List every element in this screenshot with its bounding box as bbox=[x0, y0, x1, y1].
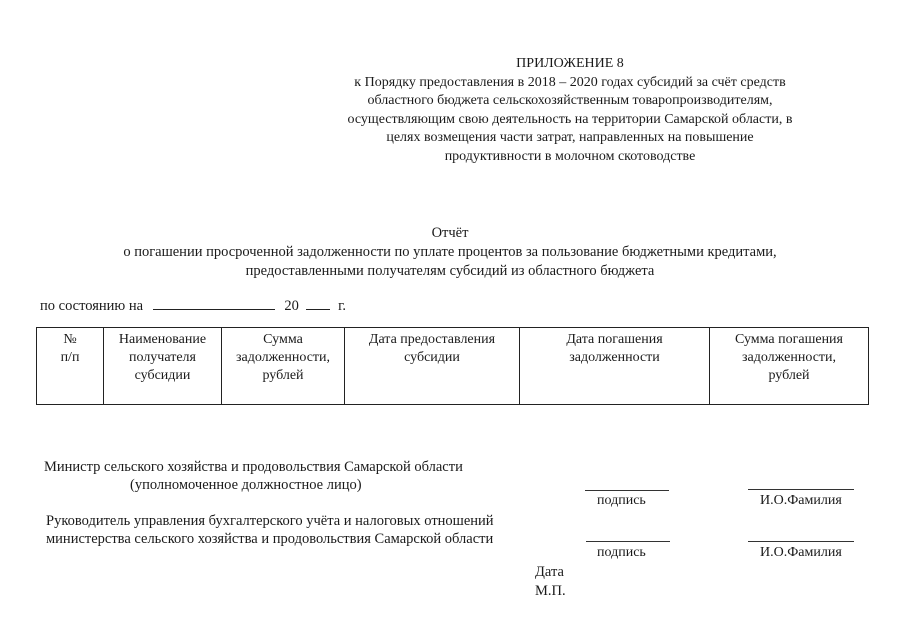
appendix-title: ПРИЛОЖЕНИЕ 8 bbox=[516, 56, 624, 71]
head-title-line-1: Руководитель управления бухгалтерского учёта и налоговых отношений bbox=[46, 513, 494, 529]
header-repayment-amount: Сумма погашения задолженности, рублей bbox=[710, 328, 869, 405]
head-of-accounting-title bbox=[46, 512, 494, 548]
header-debt-amount: Сумма задолженности, рублей bbox=[222, 328, 345, 405]
date-label: Дата bbox=[535, 564, 564, 580]
date-and-seal bbox=[535, 563, 566, 601]
minister-title-line-1: Министр сельского хозяйства и продовольствия Самарской области bbox=[44, 459, 463, 475]
minister-title-line-2: (уполномоченное должностное лицо) bbox=[130, 477, 362, 493]
header-number: № п/п bbox=[37, 328, 104, 405]
head-signature-label: подпись bbox=[597, 545, 646, 560]
report-table bbox=[36, 327, 869, 405]
appendix-line-2: областного бюджета сельскохозяйственным товаропроизводителям, bbox=[367, 93, 773, 108]
appendix-line-1: к Порядку предоставления в 2018 – 2020 годах субсидий за счёт средств bbox=[354, 74, 786, 90]
head-title-line-2: министерства сельского хозяйства и продовольствия Самарской области bbox=[46, 531, 494, 547]
minister-signature-line[interactable] bbox=[585, 490, 669, 491]
header-recipient-name: Наименование получателя субсидии bbox=[104, 328, 222, 405]
appendix-line-3: осуществляющим свою деятельность на территории Самарской области, в bbox=[347, 111, 793, 127]
minister-name-line[interactable] bbox=[748, 489, 854, 490]
header-repayment-date: Дата погашения задолженности bbox=[520, 328, 710, 405]
year-blank-field[interactable] bbox=[306, 297, 330, 310]
header-subsidy-date: Дата предоставления субсидии bbox=[345, 328, 520, 405]
report-heading bbox=[40, 224, 860, 281]
minister-name-label: И.О.Фамилия bbox=[760, 493, 842, 508]
report-title: Отчёт bbox=[431, 225, 469, 241]
year-suffix: г. bbox=[338, 298, 347, 314]
minister-signature-label: подпись bbox=[597, 493, 646, 508]
as-of-date-line bbox=[40, 297, 346, 315]
date-blank-field[interactable] bbox=[153, 297, 275, 310]
appendix-line-5: продуктивности в молочном скотоводстве bbox=[444, 148, 696, 164]
head-name-line[interactable] bbox=[748, 541, 854, 542]
as-of-prefix: по состоянию на bbox=[40, 298, 144, 314]
seal-label: М.П. bbox=[535, 583, 566, 599]
head-signature-line[interactable] bbox=[586, 541, 670, 542]
head-name-label: И.О.Фамилия bbox=[760, 545, 842, 560]
table-header-row bbox=[37, 328, 869, 405]
appendix-line-4: целях возмещения части затрат, направленных на повышение bbox=[386, 130, 754, 145]
minister-title bbox=[44, 458, 463, 494]
report-subtitle-line-2: предоставленными получателям субсидий из областного бюджета bbox=[245, 263, 655, 279]
year-prefix: 20 bbox=[284, 298, 299, 314]
report-subtitle-line-1: о погашении просроченной задолженности по уплате процентов за пользование бюджетными кредитами, bbox=[123, 244, 777, 260]
appendix-header bbox=[300, 55, 840, 166]
